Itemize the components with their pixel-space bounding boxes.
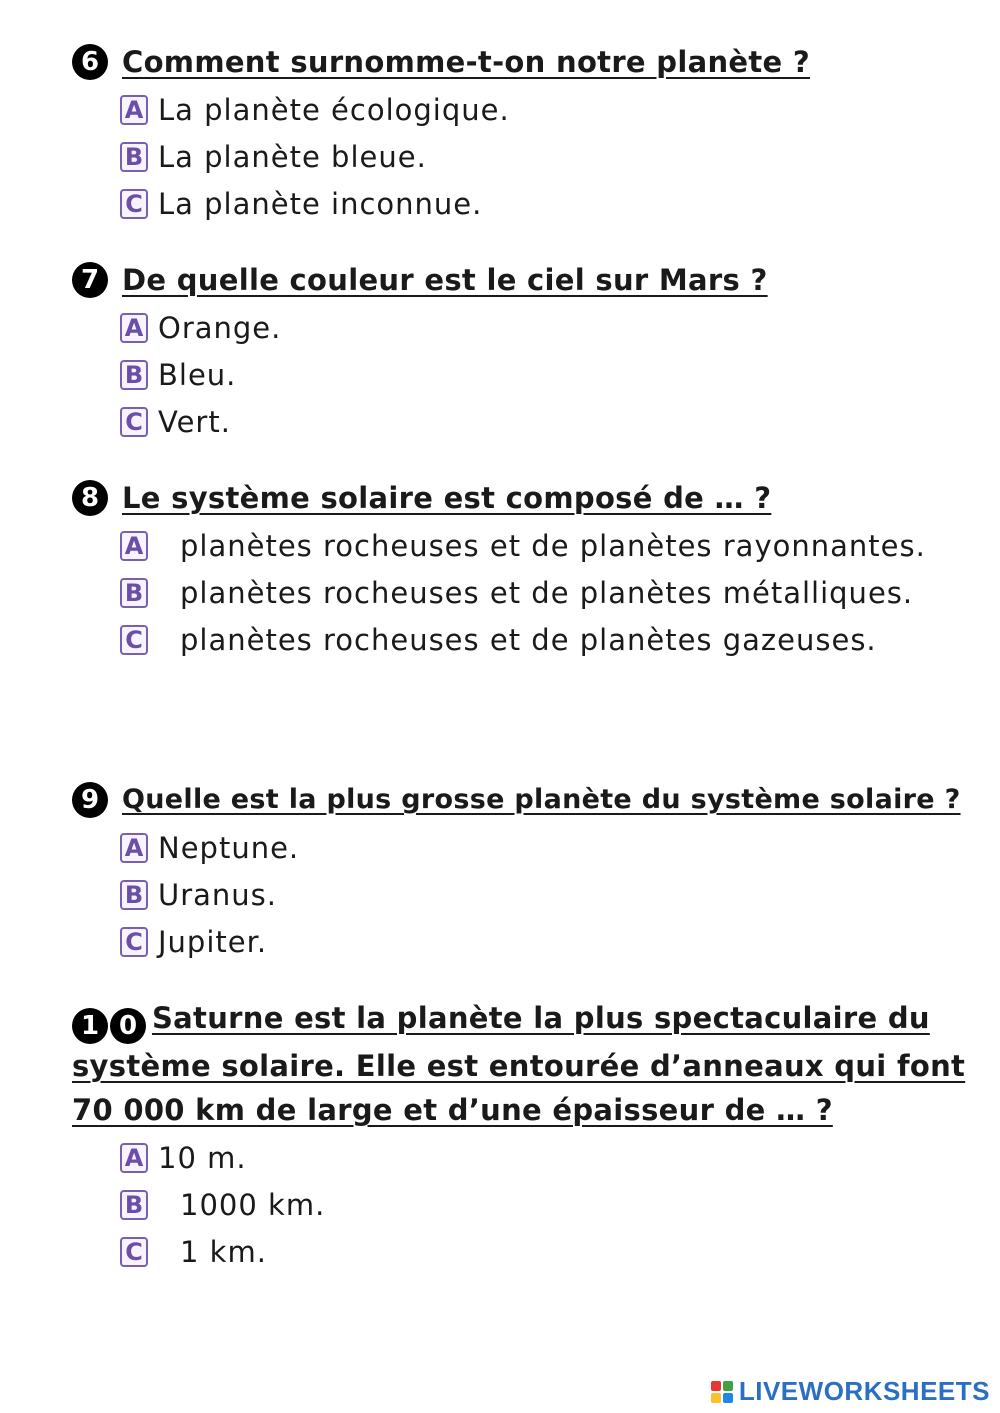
- option-a[interactable]: [120, 826, 980, 870]
- letter-c-icon[interactable]: C: [120, 927, 148, 957]
- option-text: Vert.: [158, 405, 231, 439]
- number-circle-icon: 6: [72, 44, 108, 80]
- options-list: [120, 306, 980, 444]
- question-header: [72, 778, 980, 822]
- number-circle-icon: 9: [72, 782, 108, 818]
- question-text: De quelle couleur est le ciel sur Mars ?: [122, 263, 768, 297]
- question-6: [72, 40, 980, 229]
- letter-b-icon[interactable]: B: [120, 360, 148, 390]
- letter-b-icon[interactable]: B: [120, 142, 148, 172]
- letter-a-icon[interactable]: A: [120, 531, 148, 561]
- options-list: [120, 88, 980, 226]
- option-text: planètes rocheuses et de planètes métalliques.: [180, 576, 914, 610]
- question-header: [72, 476, 980, 520]
- letter-b-icon[interactable]: B: [120, 880, 148, 910]
- letter-a-icon[interactable]: A: [120, 313, 148, 343]
- logo-square: [723, 1381, 733, 1391]
- letter-a-icon[interactable]: A: [120, 833, 148, 863]
- option-text: 1 km.: [180, 1235, 267, 1269]
- logo-square: [723, 1393, 733, 1403]
- option-text: 1000 km.: [180, 1188, 326, 1222]
- question-8: [72, 476, 980, 665]
- option-text: Bleu.: [158, 358, 237, 392]
- option-b[interactable]: [120, 1183, 980, 1227]
- option-c[interactable]: [120, 1230, 980, 1274]
- question-header: [72, 996, 980, 1132]
- option-b[interactable]: [120, 135, 980, 179]
- letter-c-icon[interactable]: C: [120, 625, 148, 655]
- number-circle-icon: 1: [72, 1008, 108, 1044]
- option-a[interactable]: [120, 88, 980, 132]
- option-b[interactable]: [120, 571, 960, 615]
- letter-a-icon[interactable]: A: [120, 1143, 148, 1173]
- question-number: [72, 480, 108, 516]
- question-text: Quelle est la plus grosse planète du système solaire ?: [122, 784, 961, 815]
- question-text: Le système solaire est composé de … ?: [122, 481, 772, 515]
- letter-b-icon[interactable]: B: [120, 1190, 148, 1220]
- options-list: [120, 524, 980, 662]
- option-a[interactable]: [120, 306, 980, 350]
- question-number: [72, 262, 108, 298]
- option-text: planètes rocheuses et de planètes rayonnantes.: [180, 529, 926, 563]
- question-10: [72, 996, 980, 1277]
- question-7: [72, 258, 980, 447]
- question-number: [72, 44, 108, 80]
- question-header: [72, 258, 980, 302]
- option-text: Orange.: [158, 311, 282, 345]
- option-text: La planète écologique.: [158, 93, 510, 127]
- question-header: [72, 40, 980, 84]
- options-list: [120, 826, 980, 964]
- option-text: Jupiter.: [158, 925, 268, 959]
- option-text: La planète inconnue.: [158, 187, 483, 221]
- letter-c-icon[interactable]: C: [120, 1237, 148, 1267]
- letter-c-icon[interactable]: C: [120, 189, 148, 219]
- question-number: [72, 1008, 146, 1044]
- option-b[interactable]: [120, 353, 980, 397]
- number-circle-icon: 8: [72, 480, 108, 516]
- option-text: Uranus.: [158, 878, 278, 912]
- option-c[interactable]: [120, 182, 980, 226]
- number-circle-icon: 0: [110, 1008, 146, 1044]
- option-text: Neptune.: [158, 831, 300, 865]
- option-c[interactable]: [120, 618, 980, 662]
- liveworksheets-logo-icon: [711, 1381, 733, 1403]
- question-number: [72, 782, 108, 818]
- options-list: [120, 1136, 980, 1274]
- option-text: planètes rocheuses et de planètes gazeuses.: [180, 623, 877, 657]
- question-9: [72, 778, 980, 967]
- liveworksheets-brand[interactable]: [711, 1376, 990, 1407]
- letter-a-icon[interactable]: A: [120, 95, 148, 125]
- option-b[interactable]: [120, 873, 980, 917]
- letter-c-icon[interactable]: C: [120, 407, 148, 437]
- question-text: Saturne est la planète la plus spectaculaire du système solaire. Elle est entourée d’anneaux qui font 70 000 km de large et d’une épaisseur de … ?: [72, 1001, 966, 1127]
- option-c[interactable]: [120, 400, 980, 444]
- number-circle-icon: 7: [72, 262, 108, 298]
- option-a[interactable]: [120, 1136, 980, 1180]
- option-text: 10 m.: [158, 1141, 247, 1175]
- option-a[interactable]: [120, 524, 960, 568]
- question-text: Comment surnomme-t-on notre planète ?: [122, 45, 811, 79]
- letter-b-icon[interactable]: B: [120, 578, 148, 608]
- option-c[interactable]: [120, 920, 980, 964]
- logo-square: [711, 1381, 721, 1391]
- brand-text: LIVEWORKSHEETS: [738, 1376, 990, 1406]
- option-text: La planète bleue.: [158, 140, 427, 174]
- logo-square: [711, 1393, 721, 1403]
